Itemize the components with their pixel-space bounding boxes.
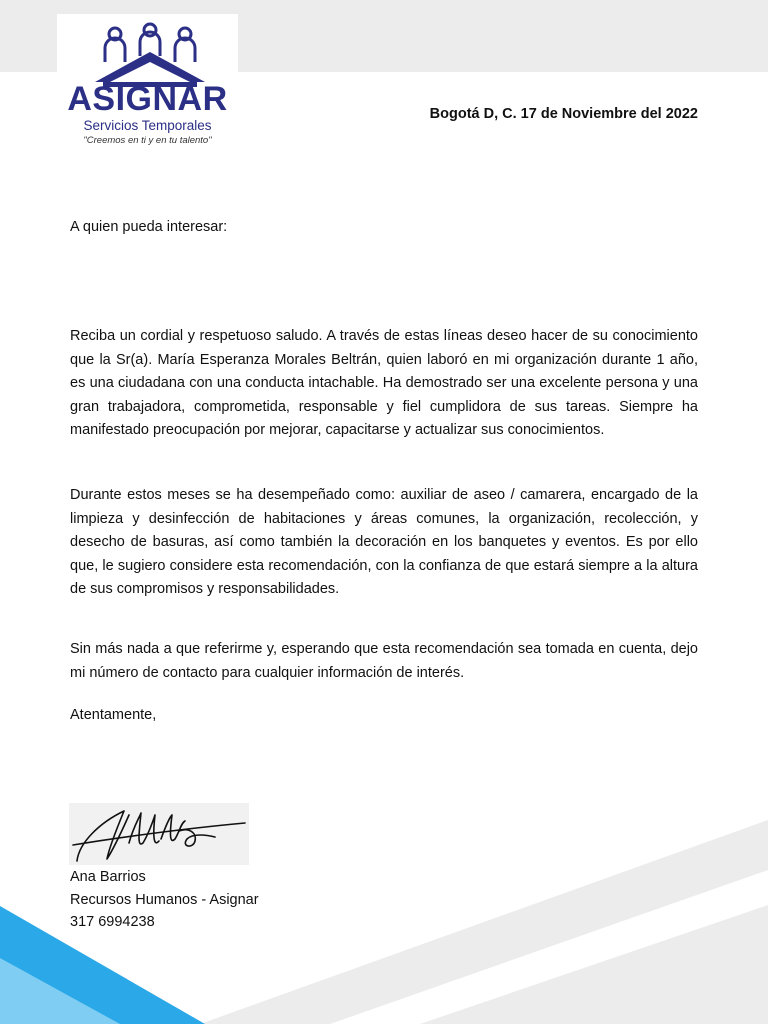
handwritten-signature: [69, 803, 249, 865]
logo-brand-name: ASIGNAR: [67, 80, 228, 118]
signer-phone: 317 6994238: [70, 914, 155, 930]
signer-name: Ana Barrios: [70, 869, 146, 885]
letter-paragraph: Durante estos meses se ha desempeñado como: auxiliar de aseo / camarera, encargado de la limpieza y desinfección de habitaciones y áreas comunes, la organización, recolección, y desecho de basuras, así como también la decoración en los banquetes y eventos. Es por ello que, le sugiero considere esta recomendación, con la confianza de que estará siempre a la altura de sus compromisos y responsabilidades.: [70, 487, 698, 597]
signer-role: Recursos Humanos - Asignar: [70, 891, 259, 908]
letter-greeting: A quien pueda interesar:: [70, 219, 228, 235]
signature-icon: [69, 803, 249, 865]
logo-slogan: "Creemos en ti y en tu talento": [83, 135, 212, 146]
letter-paragraph: Sin más nada a que referirme y, esperando que esta recomendación sea tomada en cuenta, dejo mi número de contacto para cualquier información de interés.: [70, 641, 698, 681]
letter-date: Bogotá D, C. 17 de Noviembre del 2022: [429, 106, 698, 122]
letter-paragraph: Reciba un cordial y respetuoso saludo. A través de estas líneas deseo hacer de su conocimiento que la Sr(a). María Esperanza Morales Beltrán, quien laboró en mi organización durante 1 año, es una ciudadana con una conducta intachable. Ha demostrado ser una excelente persona y una gran trabajadora, comprometida, responsable y fiel cumplidora de sus tareas. Siempre ha manifestado preocupación por mejorar, capacitarse y actualizar sus conocimientos.: [70, 328, 698, 438]
letter-closing: Atentamente,: [70, 707, 157, 723]
logo-subtitle: Servicios Temporales: [83, 118, 212, 133]
signer-block: [70, 866, 259, 934]
company-logo: [57, 14, 238, 150]
